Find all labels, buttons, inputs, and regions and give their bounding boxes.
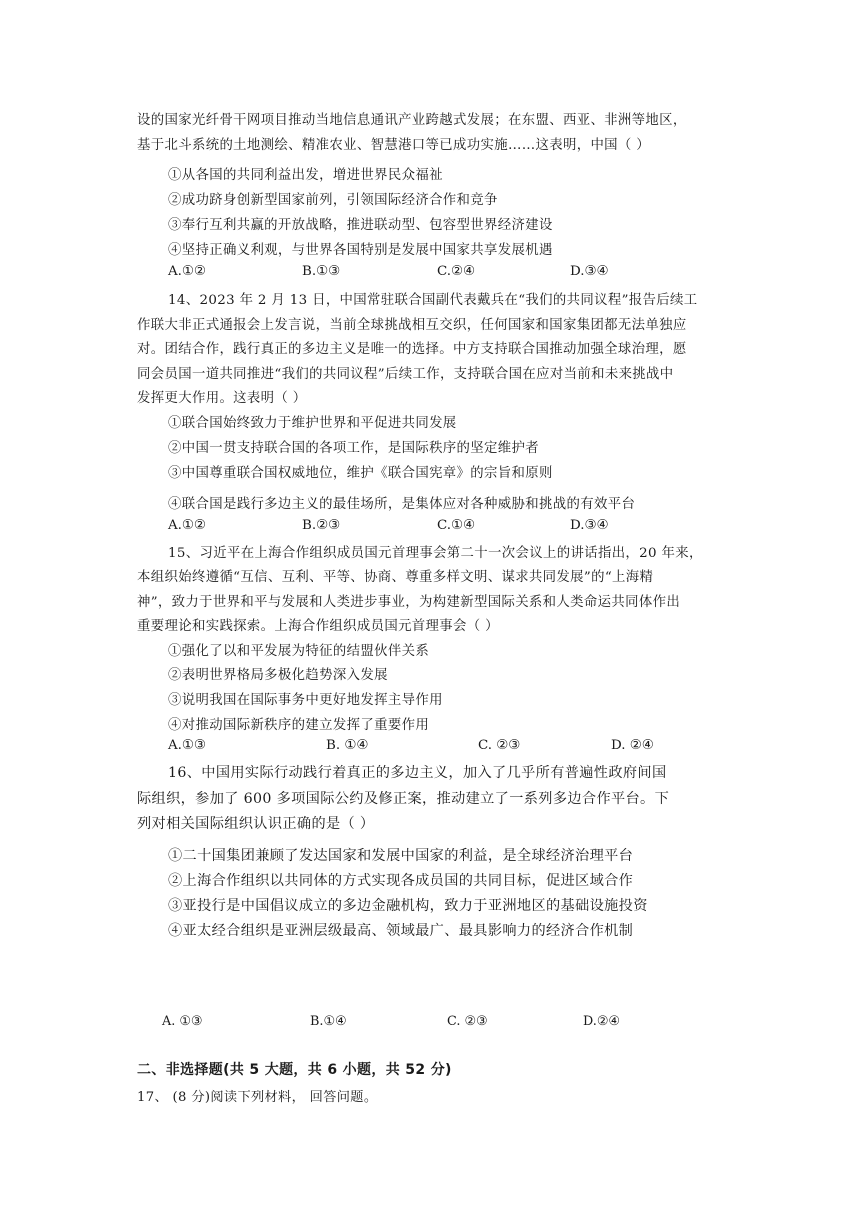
q13-item: ①从各国的共同利益出发，增进世界民众福祉	[168, 168, 443, 183]
q16-option-a: A. ①③	[162, 1014, 203, 1029]
q13-option-d: D.③④	[570, 264, 609, 279]
q14-option-c: C.①④	[437, 518, 476, 533]
q15-stem-line: 15、习近平在上海合作组织成员国元首理事会第二十一次会议上的讲话指出，20 年来，	[168, 546, 703, 561]
q14-stem-line: 同会员国一道共同推进“我们的共同议程”后续工作，支持联合国在应对当前和未来挑战中	[137, 367, 674, 382]
q15-item: ②表明世界格局多极化趋势深入发展	[168, 668, 388, 683]
q15-item: ④对推动国际新秩序的建立发挥了重要作用	[168, 718, 430, 733]
q13-item: ②成功跻身创新型国家前列，引领国际经济合作和竞争	[168, 193, 498, 208]
q14-option-d: D.③④	[570, 518, 609, 533]
q14-stem-line: 发挥更大作用。这表明（ ）	[137, 391, 307, 406]
q16-stem-line: 16、中国用实际行动践行着真正的多边主义，加入了几乎所有普遍性政府间国	[168, 765, 667, 781]
q14-item: ②中国一贯支持联合国的各项工作，是国际秩序的坚定维护者	[168, 441, 539, 456]
q16-item: ④亚太经合组织是亚洲层级最高、领域最广、最具影响力的经济合作机制	[168, 923, 634, 939]
q13-stem-line: 设的国家光纤骨干网项目推动当地信息通讯产业跨越式发展；在东盟、西亚、非洲等地区，	[137, 113, 687, 128]
q14-item: ④联合国是践行多边主义的最佳场所，是集体应对各种威胁和挑战的有效平台	[168, 497, 636, 512]
q14-stem-line: 作联大非正式通报会上发言说，当前全球挑战相互交织，任何国家和国家集团都无法单独应	[137, 318, 687, 333]
q14-option-b: B.②③	[302, 518, 341, 533]
q16-item: ①二十国集团兼顾了发达国家和发展中国家的利益，是全球经济治理平台	[168, 848, 634, 864]
q15-item: ③说明我国在国际事务中更好地发挥主导作用	[168, 693, 443, 708]
q14-stem-line: 14、2023 年 2 月 13 日，中国常驻联合国副代表戴兵在“我们的共同议程”报告后续工	[168, 293, 698, 308]
q15-item: ①强化了以和平发展为特征的结盟伙伴关系	[168, 644, 430, 659]
q15-option-d: D. ②④	[611, 738, 654, 753]
q15-option-b: B. ①④	[326, 738, 369, 753]
q14-item: ①联合国始终致力于维护世界和平促进共同发展	[168, 416, 457, 431]
q16-option-b: B.①④	[310, 1014, 347, 1029]
q16-item: ②上海合作组织以共同体的方式实现各成员国的共同目标，促进区域合作	[168, 873, 634, 889]
q15-stem-line: 神”，致力于世界和平与发展和人类进步事业，为构建新型国际关系和人类命运共同体作出	[137, 595, 681, 610]
q16-stem-line: 际组织，参加了 600 多项国际公约及修正案，推动建立了一系列多边合作平台。下	[137, 791, 670, 807]
q14-option-a: A.①②	[168, 518, 206, 533]
section-title: 二、非选择题(共 5 大题，共 6 小题，共 52 分)	[137, 1062, 452, 1078]
q15-option-c: C. ②③	[478, 738, 521, 753]
q13-item: ④坚持正确义利观，与世界各国特别是发展中国家共享发展机遇	[168, 243, 553, 258]
q15-stem-line: 重要理论和实践探索。上海合作组织成员国元首理事会（ ）	[137, 619, 499, 634]
q14-stem-line: 对。团结合作，践行真正的多边主义是唯一的选择。中方支持联合国推动加强全球治理，愿	[137, 342, 687, 357]
q14-item: ③中国尊重联合国权威地位，维护《联合国宪章》的宗旨和原则	[168, 466, 553, 481]
q16-option-c: C. ②③	[447, 1014, 488, 1029]
q17-prompt: 17、 (8 分)阅读下列材料， 回答问题。	[137, 1090, 378, 1105]
q16-option-d: D.②④	[583, 1014, 620, 1029]
q13-item: ③奉行互利共赢的开放战略，推进联动型、包容型世界经济建设	[168, 218, 553, 233]
q13-option-c: C.②④	[437, 264, 476, 279]
q15-stem-line: 本组织始终遵循“互信、互利、平等、协商、尊重多样文明、谋求共同发展”的“上海精	[137, 570, 654, 585]
q15-option-a: A.①③	[168, 738, 206, 753]
q16-stem-line: 列对相关国际组织认识正确的是（ ）	[137, 816, 375, 832]
q13-option-b: B.①③	[302, 264, 341, 279]
q13-option-a: A.①②	[168, 264, 206, 279]
q13-stem-line: 基于北斗系统的土地测绘、精准农业、智慧港口等已成功实施……这表明，中国（ ）	[137, 138, 651, 153]
q16-item: ③亚投行是中国倡议成立的多边金融机构，致力于亚洲地区的基础设施投资	[168, 898, 648, 914]
